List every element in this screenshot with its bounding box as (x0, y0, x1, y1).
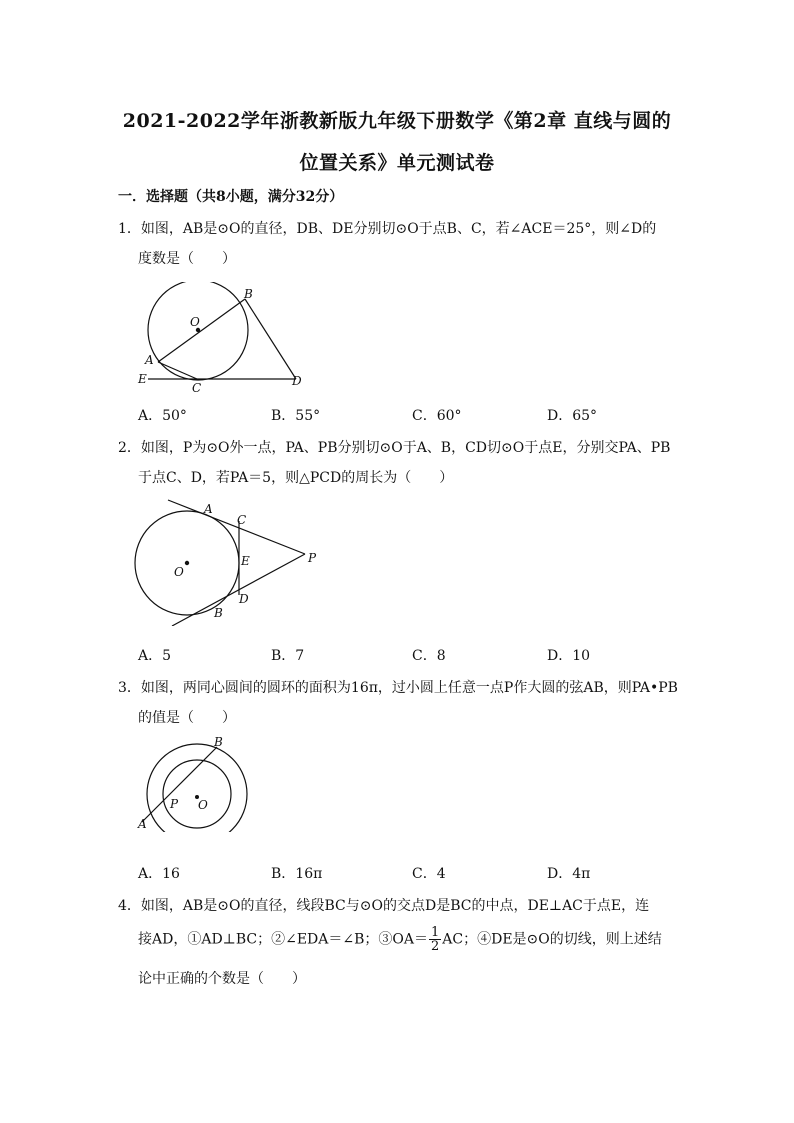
q2-option-c[interactable]: C．8 (412, 648, 446, 664)
fig2-label-o: O (174, 565, 184, 579)
fig2-label-e: E (241, 554, 250, 568)
fig1-label-c: C (192, 381, 202, 395)
question-2-text-cont: 于点C、D，若PA＝5，则△PCD的周长为（ ） (138, 470, 454, 486)
fig2-label-c: C (237, 513, 247, 527)
fraction-one-half (429, 926, 441, 953)
section-heading: 一．选择题（共8小题，满分32分） (118, 189, 344, 205)
fig2-label-d: D (239, 592, 249, 606)
question-4-text-cont2: 论中正确的个数是（ ） (138, 971, 306, 987)
q3-option-d[interactable]: D．4π (547, 866, 591, 882)
q4-line2-pre: 接AD，①AD⊥BC；②∠EDA＝∠B；③OA＝ (138, 931, 428, 948)
fig3-label-a: A (138, 817, 147, 831)
q2-option-b[interactable]: B．7 (271, 648, 305, 664)
page-title-line2: 位置关系》单元测试卷 (299, 152, 495, 174)
page-title-line1: 2021-2022学年浙教新版九年级下册数学《第2章 直线与圆的 (122, 110, 672, 132)
fig1-label-d: D (292, 374, 302, 388)
fig3-label-p: P (170, 797, 179, 811)
question-4-text: 4．如图，AB是⊙O的直径，线段BC与⊙O的交点D是BC的中点，DE⊥AC于点E，连 (118, 898, 650, 914)
q3-option-b[interactable]: B．16π (271, 866, 323, 882)
q3-option-a[interactable]: A．16 (138, 866, 180, 882)
fig1-label-o: O (190, 315, 200, 329)
question-2-figure (132, 496, 327, 626)
fraction-denominator: 2 (431, 939, 440, 954)
q3-option-c[interactable]: C．4 (412, 866, 446, 882)
fig2-label-b: B (214, 606, 223, 620)
q1-option-a[interactable]: A．50° (138, 408, 187, 424)
fraction-numerator: 1 (431, 925, 440, 940)
question-1-figure (130, 282, 310, 397)
q1-option-c[interactable]: C．60° (412, 408, 462, 424)
q2-option-d[interactable]: D．10 (547, 648, 591, 664)
fig1-label-e: E (138, 372, 147, 386)
fig1-label-a: A (145, 353, 154, 367)
fig1-label-b: B (244, 287, 253, 301)
question-4-text-cont (138, 926, 662, 953)
fig3-label-b: B (214, 735, 223, 749)
q1-option-b[interactable]: B．55° (271, 408, 321, 424)
q1-option-d[interactable]: D．65° (547, 408, 598, 424)
fig2-label-p: P (308, 551, 317, 565)
fig2-label-a: A (204, 502, 213, 516)
question-1-text: 1．如图，AB是⊙O的直径，DB、DE分别切⊙O于点B、C，若∠ACE＝25°，则∠D的 (118, 221, 657, 237)
question-3-text-cont: 的值是（ ） (138, 710, 236, 726)
question-3-text: 3．如图，两同心圆间的圆环的面积为16π，过小圆上任意一点P作大圆的弦AB，则PA•PB (118, 680, 678, 696)
question-3-figure (134, 734, 254, 832)
fig3-label-o: O (198, 798, 208, 812)
question-2-text: 2．如图，P为⊙O外一点，PA、PB分别切⊙O于A、B，CD切⊙O于点E，分别交PA、PB (118, 440, 671, 456)
q2-option-a[interactable]: A．5 (138, 648, 172, 664)
question-1-text-cont: 度数是（ ） (138, 251, 236, 267)
q4-line2-post: AC；④DE是⊙O的切线，则上述结 (442, 931, 662, 948)
